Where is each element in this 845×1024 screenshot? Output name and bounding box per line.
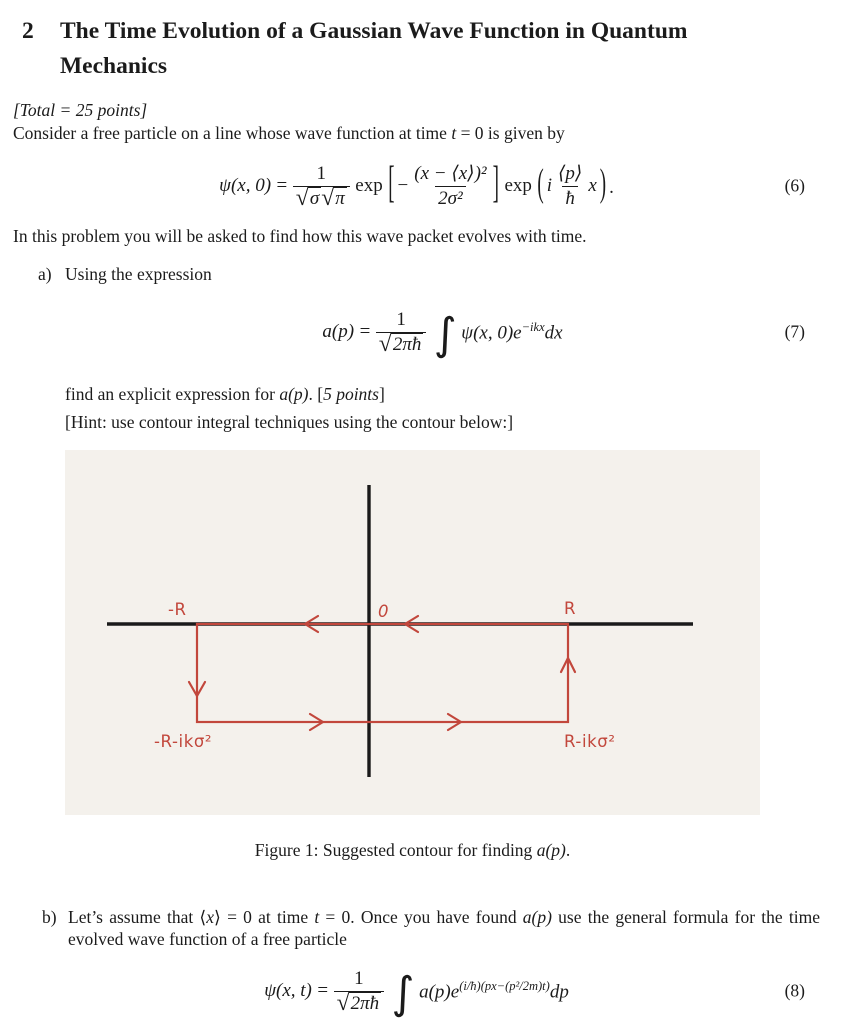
- after-eq6-paragraph: In this problem you will be asked to find how this wave packet evolves with time.: [13, 225, 587, 246]
- equation-7-tag: (7): [784, 321, 805, 342]
- fraction: $\frac{\text{(x − ⟨x⟩)²}}{\text{2σ²}}$: [414, 163, 487, 209]
- label-minus-R: -R: [168, 600, 187, 620]
- intro-paragraph: Consider a free particle on a line whose wave function at time t = 0 is given by: [13, 123, 565, 144]
- figure-background: [65, 450, 760, 815]
- label-R: R: [564, 599, 577, 619]
- equation-8-tag: (8): [784, 980, 805, 1001]
- sqrt-2pihbar: √ 2πħ: [378, 330, 422, 357]
- left-paren: (: [537, 162, 544, 206]
- item-b-label: b): [42, 906, 57, 927]
- equation-7-body: a(p) = 1 √ 2πħ ∫ ψ(x, $0)e^{-ikx}dx$: [322, 309, 563, 361]
- list-item-b: [13, 906, 820, 952]
- equation-6-body: ψ(x, 0) = 1 √ σ √ π exp [ − $\frac{\text{(x − ⟨x⟩)²}}{\text{2σ²}}$ ] exp ( i $\frac{⟨p⟩}{ħ}$ x ) .: [218, 162, 616, 211]
- item-a-label: a): [38, 264, 52, 285]
- find-expression-line: find an explicit expression for a(p). [5 points]: [65, 383, 385, 404]
- section-number: 2: [22, 18, 34, 44]
- sqrt-2pihbar: √ 2πħ: [336, 989, 380, 1016]
- total-points-line: [Total = 25 points]: [13, 99, 148, 120]
- label-R-minus-iksigma2: R-ikσ²: [564, 732, 616, 752]
- equation-7: [65, 308, 820, 361]
- fraction: 1 √ σ √ π: [293, 162, 350, 211]
- figure-caption: Figure 1: Suggested contour for finding a(p).: [254, 839, 571, 860]
- contour-figure: [65, 450, 820, 821]
- left-bracket: [: [388, 158, 395, 209]
- item-b-text: Let’s assume that ⟨x⟩ = 0 at time t = 0. Once you have found a(p) use the general formula for the time evolved wave function of a free particle: [68, 906, 820, 950]
- list-item-a: [13, 263, 820, 434]
- equation-8: [13, 967, 820, 1020]
- equation-8-body: ψ(x, t) = 1 √ 2πħ ∫ $a(p)e^{(i/ħ)(px-(p^2/2m)t)}dp$: [264, 968, 569, 1020]
- item-a-text: Using the expression: [65, 264, 212, 285]
- sqrt-pi: √ π: [321, 184, 345, 211]
- fraction: 1 √ 2πħ: [334, 967, 385, 1016]
- fraction: 1 √ 2πħ: [376, 308, 427, 357]
- right-paren: ): [599, 162, 607, 206]
- equation-6: [13, 158, 820, 211]
- right-bracket: ]: [492, 158, 499, 209]
- label-origin: 0: [378, 602, 390, 622]
- hint-line: [Hint: use contour integral techniques using the contour below:]: [65, 412, 514, 433]
- contour-figure-canvas: [65, 450, 760, 815]
- label-minus-R-minus-iksigma2: -R-ikσ²: [154, 732, 213, 752]
- section-heading: [22, 14, 820, 85]
- section-title: The Time Evolution of a Gaussian Wave Function in Quantum Mechanics: [60, 18, 688, 80]
- equation-6-tag: (6): [784, 175, 805, 196]
- sqrt-sigma: √ σ: [295, 184, 320, 211]
- fraction: $\frac{⟨p⟩}{ħ}$: [558, 163, 583, 209]
